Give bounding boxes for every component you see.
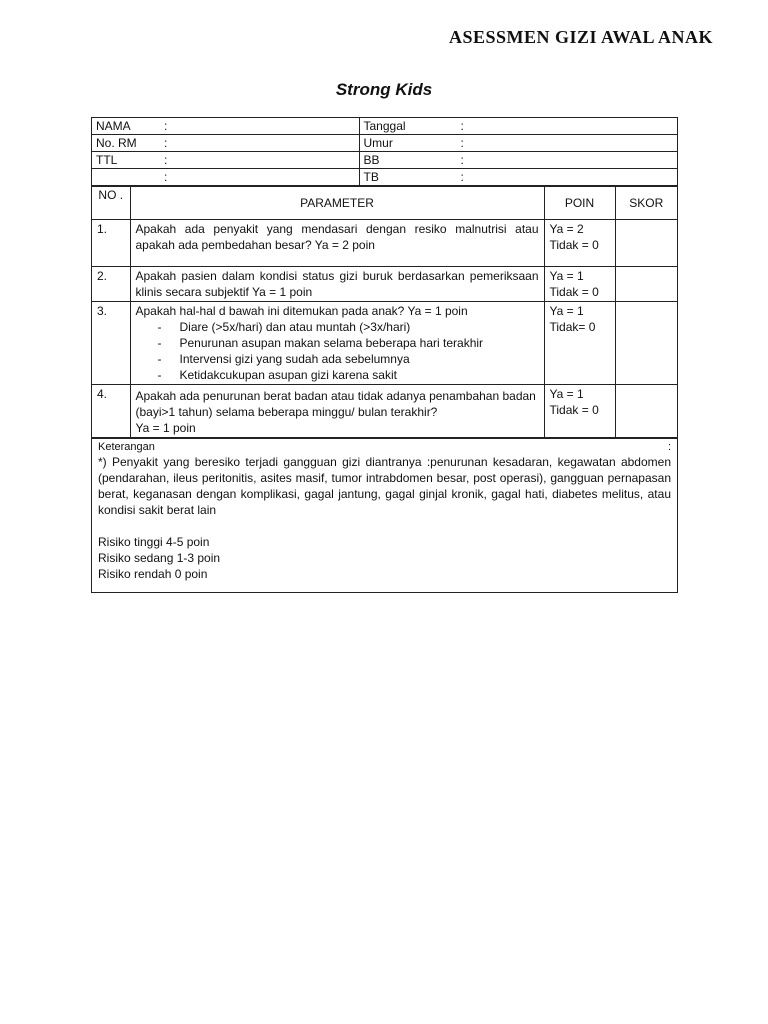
row-skor-input[interactable] bbox=[615, 220, 677, 267]
risk-level-high: Risiko tinggi 4-5 poin bbox=[98, 535, 210, 549]
column-header-skor: SKOR bbox=[615, 187, 677, 220]
poin-tidak: Tidak = 0 bbox=[549, 285, 599, 299]
poin-tidak: Tidak = 0 bbox=[549, 238, 599, 252]
identity-separator: : bbox=[164, 169, 168, 184]
identity-field-tb[interactable] bbox=[359, 169, 677, 186]
row-number: 1. bbox=[92, 220, 130, 267]
poin-tidak: Tidak= 0 bbox=[549, 320, 596, 334]
identity-field-blank[interactable] bbox=[92, 169, 359, 186]
row-number: 4. bbox=[92, 385, 130, 438]
identity-row bbox=[92, 169, 677, 186]
identity-label: TB bbox=[363, 169, 379, 184]
parameter-table bbox=[92, 186, 677, 438]
row-question: Apakah ada penurunan berat badan atau tidak adanya penambahan badan (bayi>1 tahun) selama beberapa minggu/ bulan terakhir? bbox=[135, 389, 536, 419]
keterangan-separator: : bbox=[667, 441, 671, 453]
identity-field-nama[interactable] bbox=[92, 118, 359, 135]
row-question-cell bbox=[130, 302, 544, 385]
table-row bbox=[92, 220, 677, 267]
table-row bbox=[92, 267, 677, 302]
identity-field-ttl[interactable] bbox=[92, 152, 359, 169]
row-poin bbox=[544, 302, 615, 385]
identity-label: NAMA bbox=[96, 118, 131, 133]
row-skor-input[interactable] bbox=[615, 267, 677, 302]
column-header-poin: POIN bbox=[544, 187, 615, 220]
keterangan-note: *) Penyakit yang beresiko terjadi gangguan gizi diantranya :penurunan kesadaran, kegawatan abdomen (pendarahan, ileus peritonitis, asites masif, tumor intrabdomen besar, post operasi), gangguan pernapasan berat, keganasan dengan komplikasi, gagal jantung, gagal ginjal kronik, gagal hati, diabetes melitus, atau kondisi sakit berat lain bbox=[98, 455, 671, 517]
keterangan-section bbox=[92, 438, 677, 592]
poin-ya: Ya = 1 bbox=[549, 387, 584, 401]
row-skor-input[interactable] bbox=[615, 302, 677, 385]
identity-separator: : bbox=[164, 152, 168, 167]
row-question-tail: Ya = 1 poin bbox=[135, 421, 196, 435]
poin-ya: Ya = 1 bbox=[549, 269, 584, 283]
row-question: Apakah ada penyakit yang mendasari dengan resiko malnutrisi atau apakah ada pembedahan besar? Ya = 2 poin bbox=[130, 220, 544, 267]
table-header-row bbox=[92, 187, 677, 220]
sub-item-list bbox=[136, 319, 539, 383]
sub-item: - Penurunan asupan makan selama beberapa hari terakhir bbox=[158, 335, 539, 351]
identity-separator: : bbox=[164, 135, 168, 150]
page-title: ASESSMEN GIZI AWAL ANAK bbox=[448, 27, 714, 47]
identity-row bbox=[92, 118, 677, 135]
row-skor-input[interactable] bbox=[615, 385, 677, 438]
identity-label: Umur bbox=[363, 135, 393, 150]
poin-ya: Ya = 1 bbox=[549, 304, 584, 318]
identity-table bbox=[92, 118, 677, 186]
identity-row bbox=[92, 152, 677, 169]
identity-field-no-rm[interactable] bbox=[92, 135, 359, 152]
identity-row bbox=[92, 135, 677, 152]
identity-separator: : bbox=[460, 169, 464, 184]
keterangan-label: Keterangan bbox=[98, 441, 155, 453]
row-question: Apakah pasien dalam kondisi status gizi buruk berdasarkan pemeriksaan klinis secara subjektif Ya = 1 poin bbox=[130, 267, 544, 302]
identity-label: TTL bbox=[96, 152, 118, 167]
identity-separator: : bbox=[460, 152, 464, 167]
risk-level-medium: Risiko sedang 1-3 poin bbox=[98, 551, 221, 565]
assessment-form bbox=[91, 117, 678, 593]
identity-label: BB bbox=[363, 152, 380, 167]
identity-separator: : bbox=[460, 118, 464, 133]
row-question-cell bbox=[130, 385, 544, 438]
column-header-parameter: PARAMETER bbox=[130, 187, 544, 220]
page-subtitle: Strong Kids bbox=[335, 80, 433, 99]
row-poin bbox=[544, 267, 615, 302]
identity-label: No. RM bbox=[96, 135, 137, 150]
sub-item: - Intervensi gizi yang sudah ada sebelumnya bbox=[158, 351, 539, 367]
row-poin bbox=[544, 220, 615, 267]
table-row bbox=[92, 302, 677, 385]
poin-ya: Ya = 2 bbox=[549, 222, 584, 236]
sub-item: - Diare (>5x/hari) dan atau muntah (>3x/hari) bbox=[158, 319, 539, 335]
identity-field-umur[interactable] bbox=[359, 135, 677, 152]
identity-label: Tanggal bbox=[363, 118, 406, 133]
table-row bbox=[92, 385, 677, 438]
identity-separator: : bbox=[164, 118, 168, 133]
identity-separator: : bbox=[460, 135, 464, 150]
row-poin bbox=[544, 385, 615, 438]
poin-tidak: Tidak = 0 bbox=[549, 403, 599, 417]
sub-item: - Ketidakcukupan asupan gizi karena sakit bbox=[158, 367, 539, 383]
row-number: 3. bbox=[92, 302, 130, 385]
keterangan-header bbox=[98, 441, 671, 454]
identity-field-tanggal[interactable] bbox=[359, 118, 677, 135]
identity-field-bb[interactable] bbox=[359, 152, 677, 169]
row-question: Apakah hal-hal d bawah ini ditemukan pada anak? Ya = 1 poin bbox=[135, 304, 468, 318]
risk-level-low: Risiko rendah 0 poin bbox=[98, 567, 208, 581]
column-header-no: NO . bbox=[92, 187, 130, 220]
row-number: 2. bbox=[92, 267, 130, 302]
